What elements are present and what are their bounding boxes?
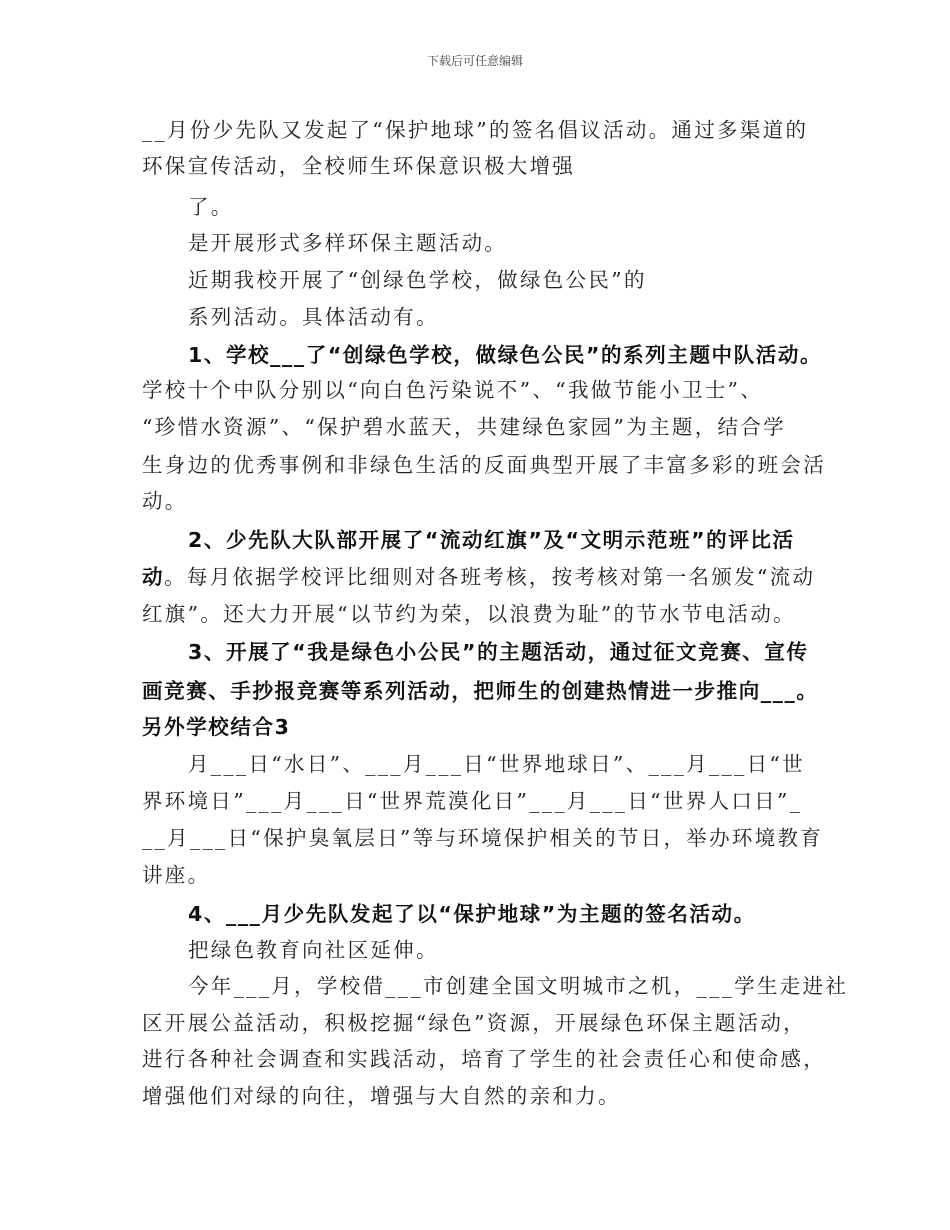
paragraph-line: 动。 — [142, 489, 188, 513]
paragraph-line: __月份少先队又发起了“保护地球”的签名倡议活动。通过多渠道的 — [142, 118, 809, 142]
page-header: 下载后可任意编辑 — [426, 54, 523, 68]
paragraph-line: __月___日“保护臭氧层日”等与环境保护相关的节日，举办环境教育 — [142, 826, 824, 850]
heading-line: 3、开展了“我是绿色小公民”的主题活动，通过征文竞赛、宣传 — [188, 640, 809, 664]
paragraph-line: 月___日“水日”、___月___日“世界地球日”、___月___日“世 — [188, 752, 805, 776]
paragraph-line: 讲座。 — [142, 863, 211, 887]
heading-line: 1、学校___了“创绿色学校，做绿色公民”的系列主题中队活动。 — [188, 343, 823, 367]
heading-line: 2、少先队大队部开展了“流动红旗”及“文明示范班”的评比活 — [188, 528, 795, 552]
paragraph-line: 近期我校开展了“创绿色学校，做绿色公民”的 — [188, 268, 647, 292]
paragraph-line: 红旗”。还大力开展“以节约为荣，以浪费为耻”的节水节电活动。 — [142, 602, 796, 626]
paragraph-line: 区开展公益活动，积极挖掘“绿色”资源，开展绿色环保主题活动， — [142, 1011, 806, 1035]
paragraph-line: 进行各种社会调查和实践活动，培育了学生的社会责任心和使命感， — [142, 1047, 826, 1071]
paragraph-line: 动。每月依据学校评比细则对各班考核，按考核对第一名颁发“流动 — [142, 565, 816, 589]
paragraph-line: 是开展形式多样环保主题活动。 — [188, 231, 508, 255]
paragraph-line: 环保宣传活动，全校师生环保意识极大增强 — [142, 154, 576, 178]
paragraph-line: “珍惜水资源”、“保护碧水蓝天，共建绿色家园”为主题，结合学 — [142, 415, 786, 439]
paragraph-line: 系列活动。具体活动有。 — [188, 305, 439, 329]
paragraph-line: 增强他们对绿的向往，增强与大自然的亲和力。 — [142, 1084, 621, 1108]
paragraph-line: 了。 — [188, 195, 234, 219]
paragraph-line: 生身边的优秀事例和非绿色生活的反面典型开展了丰富多彩的班会活 — [142, 453, 826, 477]
paragraph-line: 今年___月，学校借___市创建全国文明城市之机，___学生走进社 — [188, 974, 849, 998]
heading-line: 另外学校结合3 — [142, 715, 291, 739]
paragraph-line: 把绿色教育向社区延伸。 — [188, 938, 439, 962]
paragraph-line: 学校十个中队分别以“向白色污染说不”、“我做节能小卫士”、 — [142, 378, 764, 402]
heading-line: 4、___月少先队发起了以“保护地球”为主题的签名活动。 — [188, 902, 756, 926]
heading-line: 画竞赛、手抄报竞赛等系列活动，把师生的创建热情进一步推向___。 — [142, 679, 819, 703]
paragraph-line: 界环境日”___月___日“世界荒漠化日”___月___日“世界人口日”_ — [142, 789, 803, 813]
